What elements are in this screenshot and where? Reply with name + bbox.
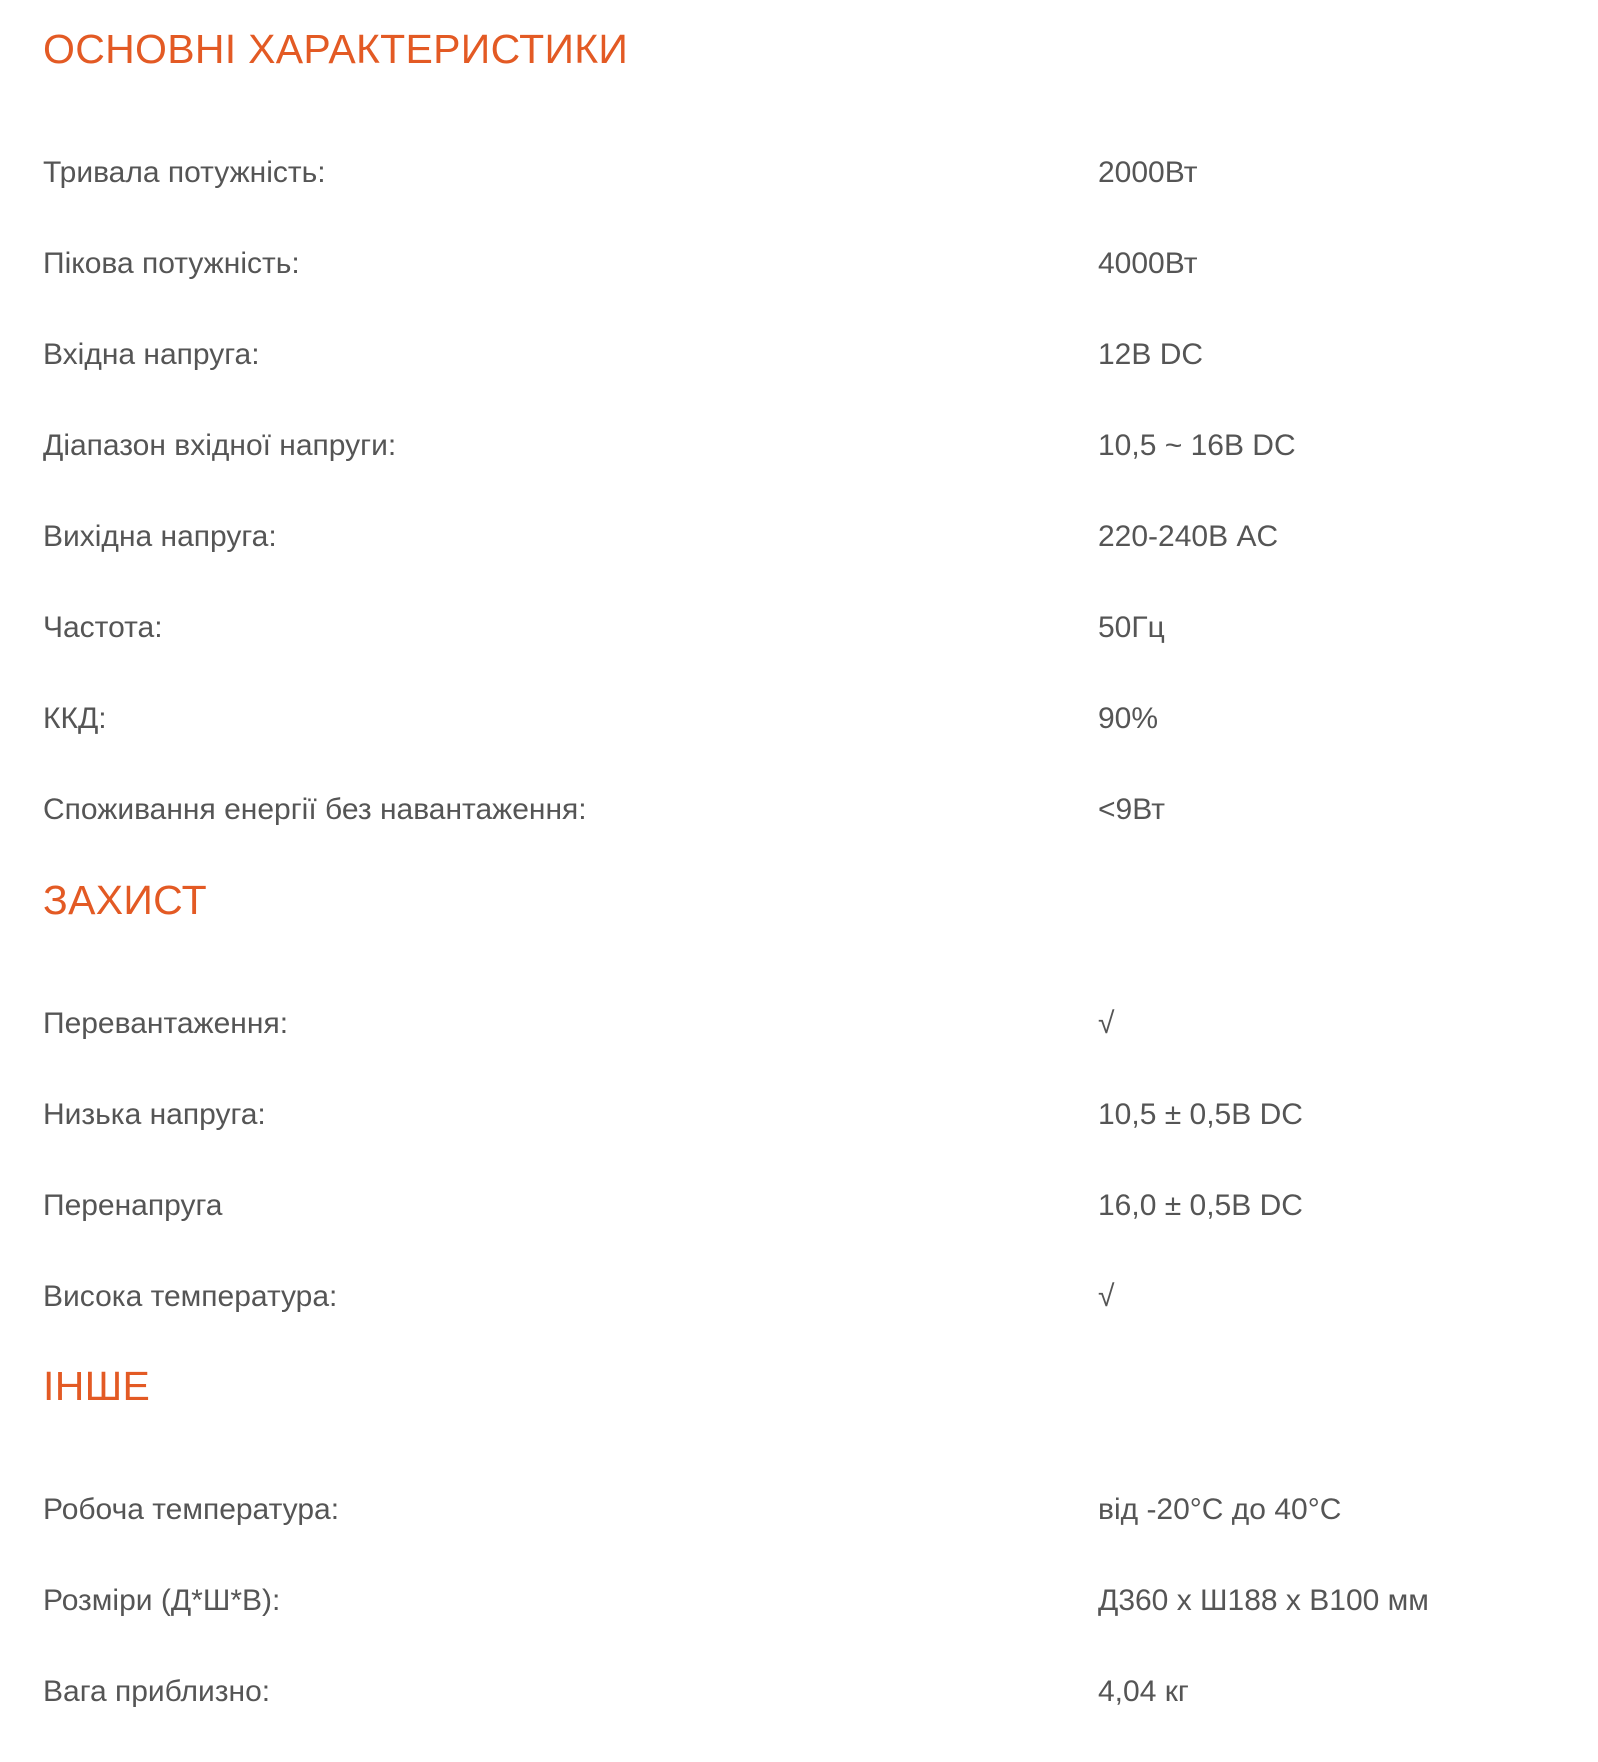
- check-mark-icon: √: [1098, 1007, 1115, 1040]
- section-title-other: ІНШЕ: [43, 1363, 151, 1409]
- spec-row-input-voltage-range: [0, 426, 1598, 466]
- spec-label: Тривала потужність:: [43, 156, 326, 189]
- spec-label: Діапазон вхідної напруги:: [43, 429, 397, 462]
- spec-label: Вихідна напруга:: [43, 520, 277, 553]
- spec-label: Перенапруга: [43, 1189, 223, 1222]
- spec-value: 90%: [1098, 702, 1159, 735]
- spec-row-efficiency: [0, 699, 1598, 739]
- spec-value: Д360 x Ш188 x В100 мм: [1098, 1584, 1429, 1617]
- spec-label: Вхідна напруга:: [43, 338, 260, 371]
- spec-label: Низька напруга:: [43, 1098, 266, 1131]
- spec-value: 4,04 кг: [1098, 1675, 1189, 1708]
- spec-value: 2000Вт: [1098, 156, 1198, 189]
- spec-row-overvoltage: [0, 1186, 1598, 1226]
- spec-label: Вага приблизно:: [43, 1675, 271, 1708]
- spec-row-no-load-consumption: [0, 790, 1598, 830]
- spec-row-input-voltage: [0, 335, 1598, 375]
- section-title-main: ОСНОВНІ ХАРАКТЕРИСТИКИ: [43, 26, 629, 72]
- spec-value: 10,5 ± 0,5В DC: [1098, 1098, 1303, 1131]
- spec-value: 50Гц: [1098, 611, 1165, 644]
- spec-row-weight: [0, 1672, 1598, 1712]
- spec-value: 16,0 ± 0,5В DC: [1098, 1189, 1303, 1222]
- spec-row-operating-temperature: [0, 1490, 1598, 1530]
- spec-value: від -20°C до 40°C: [1098, 1493, 1342, 1526]
- spec-row-continuous-power: [0, 153, 1598, 193]
- check-mark-icon: √: [1098, 1280, 1115, 1313]
- spec-row-dimensions: [0, 1581, 1598, 1621]
- spec-label: Пікова потужність:: [43, 247, 300, 280]
- spec-row-peak-power: [0, 244, 1598, 284]
- spec-label: Висока температура:: [43, 1280, 338, 1313]
- spec-row-frequency: [0, 608, 1598, 648]
- spec-value: <9Вт: [1098, 793, 1165, 826]
- spec-label: ККД:: [43, 702, 107, 735]
- spec-label: Робоча температура:: [43, 1493, 340, 1526]
- spec-label: Розміри (Д*Ш*В):: [43, 1584, 281, 1617]
- section-title-protection: ЗАХИСТ: [43, 877, 208, 923]
- spec-label: Частота:: [43, 611, 163, 644]
- spec-row-low-voltage: [0, 1095, 1598, 1135]
- spec-row-high-temperature: [0, 1277, 1598, 1317]
- spec-label: Перевантаження:: [43, 1007, 289, 1040]
- spec-row-overload: [0, 1004, 1598, 1044]
- spec-value: 220-240В AC: [1098, 520, 1279, 553]
- spec-value: 12В DC: [1098, 338, 1204, 371]
- spec-value: 4000Вт: [1098, 247, 1198, 280]
- spec-value: 10,5 ~ 16В DC: [1098, 429, 1296, 462]
- spec-row-output-voltage: [0, 517, 1598, 557]
- spec-label: Споживання енергії без навантаження:: [43, 793, 587, 826]
